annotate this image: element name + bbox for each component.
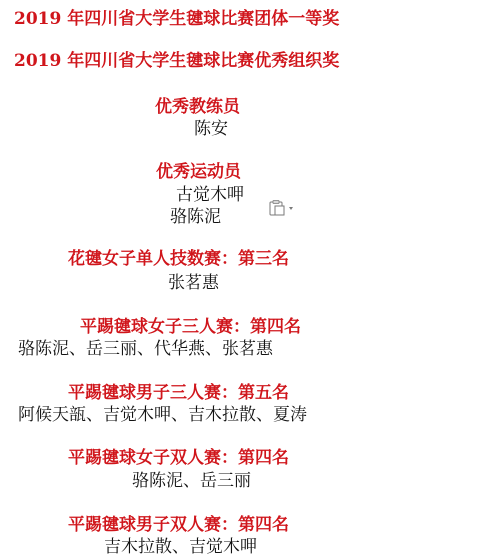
- coach-title: 优秀教练员: [155, 97, 240, 117]
- event-names: 骆陈泥、岳三丽: [132, 471, 251, 491]
- paste-options-icon[interactable]: [268, 200, 298, 216]
- event-title: 平踢毽球女子三人赛：第四名: [80, 317, 301, 337]
- event-title: 平踢毽球男子三人赛：第五名: [68, 383, 289, 403]
- award-excellent-organization: 2019 年四川省大学生毽球比赛优秀组织奖: [14, 51, 340, 71]
- event-title: 平踢毽球女子双人赛：第四名: [68, 448, 289, 468]
- event-names: 骆陈泥、岳三丽、代华燕、张茗惠: [18, 339, 273, 359]
- event-names: 阿候天瓿、吉觉木呷、吉木拉散、夏涛: [18, 405, 307, 425]
- event-names: 张茗惠: [168, 273, 219, 293]
- event-names: 吉木拉散、吉觉木呷: [104, 537, 257, 557]
- award-team-first-prize: 2019 年四川省大学生毽球比赛团体一等奖: [14, 9, 340, 29]
- coach-name: 陈安: [194, 119, 228, 139]
- athletes-title: 优秀运动员: [156, 162, 241, 182]
- event-title: 平踢毽球男子双人赛：第四名: [68, 515, 289, 535]
- athlete-name: 骆陈泥: [170, 207, 221, 227]
- event-title: 花毽女子单人技数赛：第三名: [68, 249, 289, 269]
- athlete-name: 古觉木呷: [176, 185, 244, 205]
